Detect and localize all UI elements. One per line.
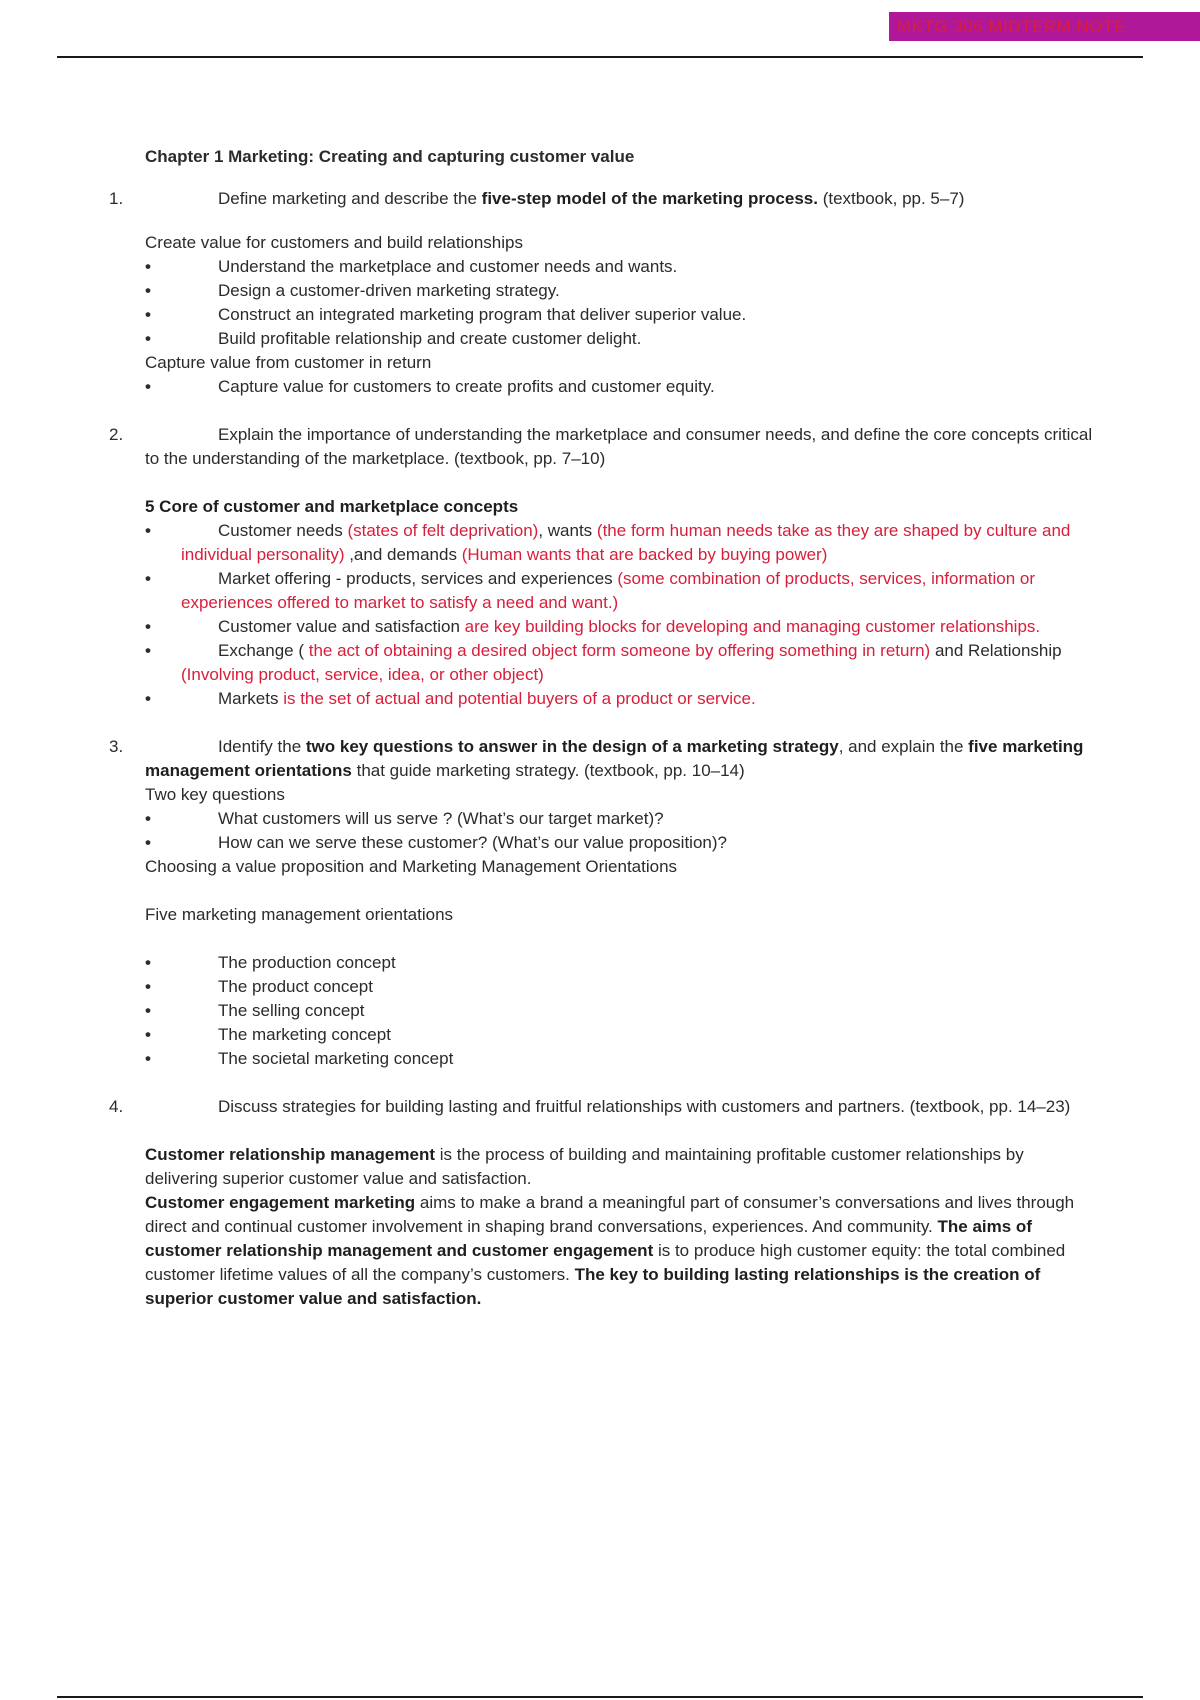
bullet-icon <box>145 375 153 399</box>
list-item: • The production concept <box>145 951 1095 975</box>
list-item: • Exchange ( the act of obtaining a desired object form someone by offering something in return) and Relationship (Involving product, service, idea, or other object) <box>145 639 1095 687</box>
list-item: • Construct an integrated marketing program that deliver superior value. <box>145 303 1095 327</box>
question-number: 2. <box>109 425 124 444</box>
subheading: Capture value from customer in return <box>145 353 432 372</box>
bullet-list <box>145 519 1095 711</box>
paragraph-crm: Customer relationship management is the process of building and maintaining profitable customer relationships by delivering superior customer value and satisfaction. <box>145 1145 1024 1188</box>
bullet-icon <box>145 1047 153 1071</box>
subheading: Create value for customers and build relationships <box>145 233 523 252</box>
header-rule <box>57 56 1143 58</box>
bullet-icon <box>145 639 153 663</box>
document-body <box>109 145 1095 1311</box>
footer-rule <box>57 1696 1143 1698</box>
list-item: • The product concept <box>145 975 1095 999</box>
question-1 <box>109 187 1095 211</box>
subheading: Two key questions <box>145 785 285 804</box>
bullet-icon <box>145 303 153 327</box>
bullet-icon <box>145 831 153 855</box>
list-item: • Customer value and satisfaction are key building blocks for developing and managing customer relationships. <box>145 615 1095 639</box>
question-text: Discuss strategies for building lasting and fruitful relationships with customers and partners. (textbook, pp. 14–23) <box>218 1097 1071 1116</box>
bullet-icon <box>145 1023 153 1047</box>
list-item: • Markets is the set of actual and potential buyers of a product or service. <box>145 687 1095 711</box>
question-number: 4. <box>109 1097 124 1116</box>
question-number: 3. <box>109 737 124 756</box>
list-item: • Market offering - products, services and experiences (some combination of products, services, information or experiences offered to market to satisfy a need and want.) <box>145 567 1095 615</box>
list-item: • Build profitable relationship and create customer delight. <box>145 327 1095 351</box>
bullet-icon <box>145 687 153 711</box>
list-item: • The marketing concept <box>145 1023 1095 1047</box>
list-item: • Understand the marketplace and customer needs and wants. <box>145 255 1095 279</box>
question-number: 1. <box>109 189 124 208</box>
text: (textbook, pp. 5–7) <box>817 189 965 208</box>
question-text <box>145 187 1095 211</box>
question-3 <box>109 735 1095 783</box>
subheading: Five marketing management orientations <box>145 905 454 924</box>
bullet-icon <box>145 999 153 1023</box>
list-item: • Capture value for customers to create profits and customer equity. <box>145 375 1095 399</box>
bullet-icon <box>145 327 153 351</box>
watermark-banner: MKTG 306 MIDTERM NOTE <box>889 12 1200 41</box>
bullet-icon <box>145 567 153 591</box>
bullet-list <box>145 255 1095 351</box>
bullet-icon <box>145 951 153 975</box>
bullet-list <box>145 375 1095 399</box>
bullet-icon <box>145 975 153 999</box>
list-item: • Design a customer-driven marketing strategy. <box>145 279 1095 303</box>
bullet-icon <box>145 255 153 279</box>
subheading: Choosing a value proposition and Marketing Management Orientations <box>145 857 678 876</box>
bullet-icon <box>145 807 153 831</box>
question-text: Explain the importance of understanding the marketplace and consumer needs, and define the core concepts critical to the understanding of the marketplace. (textbook, pp. 7–10) <box>145 425 1093 468</box>
bullet-icon <box>145 519 153 543</box>
list-item: • What customers will us serve ? (What’s our target market)? <box>145 807 1095 831</box>
chapter-title: Chapter 1 Marketing: Creating and capturing customer value <box>145 147 635 166</box>
text: Define marketing and describe the <box>218 189 482 208</box>
list-item: • How can we serve these customer? (What’s our value proposition)? <box>145 831 1095 855</box>
bullet-list <box>145 807 1095 855</box>
bullet-list <box>145 951 1095 1071</box>
list-item: • Customer needs (states of felt deprivation), wants (the form human needs take as they are shaped by culture and individual personality) ,and demands (Human wants that are backed by buying power) <box>145 519 1095 567</box>
question-text: Identify the two key questions to answer in the design of a marketing strategy, and explain the five marketing management orientations that guide marketing strategy. (textbook, pp. 10–14) <box>145 737 1084 780</box>
question-4 <box>109 1095 1095 1119</box>
bullet-icon <box>145 615 153 639</box>
bullet-icon <box>145 279 153 303</box>
paragraph-engagement: Customer engagement marketing aims to make a brand a meaningful part of consumer’s conversations and lives through direct and continual customer involvement in shaping brand conversations, experiences. And community. The aims of customer relationship management and customer engagement is to produce high customer equity: the total combined customer lifetime values of all the company’s customers. The key to building lasting relationships is the creation of superior customer value and satisfaction. <box>145 1193 1075 1308</box>
list-item: • The societal marketing concept <box>145 1047 1095 1071</box>
list-item: • The selling concept <box>145 999 1095 1023</box>
section-heading: 5 Core of customer and marketplace concepts <box>145 497 519 516</box>
bold-text: five-step model of the marketing process. <box>481 189 818 208</box>
question-2 <box>109 423 1095 471</box>
